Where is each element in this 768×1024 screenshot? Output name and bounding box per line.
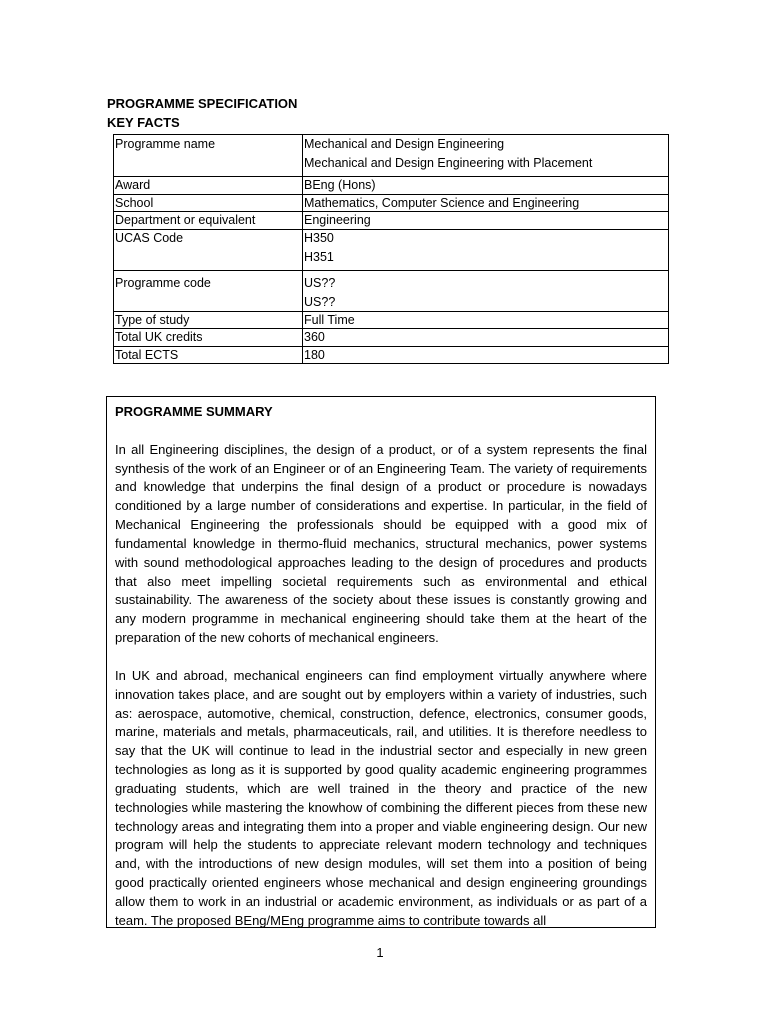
programme-code-value: US?? (304, 275, 336, 290)
row-label: Type of study (114, 311, 303, 329)
row-label: Programme name (114, 135, 303, 177)
ucas-code-value: H350 (304, 230, 334, 245)
row-value: Full Time (303, 311, 669, 329)
row-value: 180 (303, 346, 669, 364)
ucas-code-value: H351 (304, 250, 334, 264)
row-value (303, 229, 669, 270)
row-value: Engineering (303, 212, 669, 230)
programme-summary-box (106, 396, 656, 928)
table-row (114, 177, 669, 195)
table-row (114, 270, 669, 311)
programme-name-value: Mechanical and Design Engineering (304, 137, 505, 151)
row-label: Award (114, 177, 303, 195)
row-label: UCAS Code (114, 229, 303, 270)
row-value (303, 270, 669, 311)
row-label: Total ECTS (114, 346, 303, 364)
row-value: Mathematics, Computer Science and Engineering (303, 194, 669, 212)
document-title: PROGRAMME SPECIFICATION (107, 96, 298, 111)
row-label: School (114, 194, 303, 212)
table-row (114, 311, 669, 329)
page-number: 1 (376, 945, 384, 960)
key-facts-table (113, 134, 669, 364)
table-row (114, 329, 669, 347)
table-row (114, 212, 669, 230)
row-value: BEng (Hons) (303, 177, 669, 195)
programme-code-value: US?? (304, 295, 336, 309)
table-row (114, 194, 669, 212)
summary-paragraph: In UK and abroad, mechanical engineers can find employment virtually anywhere where innovation takes place, and are sought out by employers within a variety of industries, such as: aerospace, automotive, chemical, construction, defence, electronics, consumer goods, marine, materials and metals, pharmaceuticals, rail, and utilities. It is therefore needless to say that the UK will continue to lead in the industrial sector and especially in new green technologies as long as it is supported by good quality academic engineering programmes graduating students, which are well trained in the theory and practice of the new technologies while mastering the knowhow of combining the different pieces from these new technology areas and integrating them into a proper and viable engineering design. Our new program will help the students to appreciate relevant modern technology and techniques and, with the introductions of new design modules, will set them into a position of being good practically oriented engineers whose mechanical and design engineering groundings allow them to work in an industrial or academic environment, as individuals or as part of a team. The proposed BEng/MEng programme aims to contribute towards all (115, 667, 647, 928)
row-value (303, 135, 669, 177)
table-row (114, 135, 669, 177)
table-row (114, 346, 669, 364)
programme-summary-heading: PROGRAMME SUMMARY (115, 404, 273, 419)
programme-name-value: Mechanical and Design Engineering with Placement (304, 155, 593, 170)
section-heading-key-facts: KEY FACTS (107, 115, 180, 130)
summary-paragraph: In all Engineering disciplines, the design of a product, or of a system represents the final synthesis of the work of an Engineer or of an Engineering Team. The variety of requirements and knowledge that underpins the final design of a product or procedure is nowadays conditioned by a large number of considerations and expertise. In particular, in the field of Mechanical Engineering the professionals should be equipped with a good mix of fundamental knowledge in thermo-fluid mechanics, structural mechanics, power systems with sound methodological approaches leading to the design of procedures and products that also meet impelling societal requirements such as environmental and ethical sustainability. The awareness of the society about these issues is constantly growing and any modern programme in mechanical engineering should take them at the heart of the preparation of the new cohorts of mechanical engineers. (115, 441, 647, 646)
row-value: 360 (303, 329, 669, 347)
row-label: Programme code (114, 270, 303, 311)
table-row (114, 229, 669, 270)
row-label: Total UK credits (114, 329, 303, 347)
row-label: Department or equivalent (114, 212, 303, 230)
